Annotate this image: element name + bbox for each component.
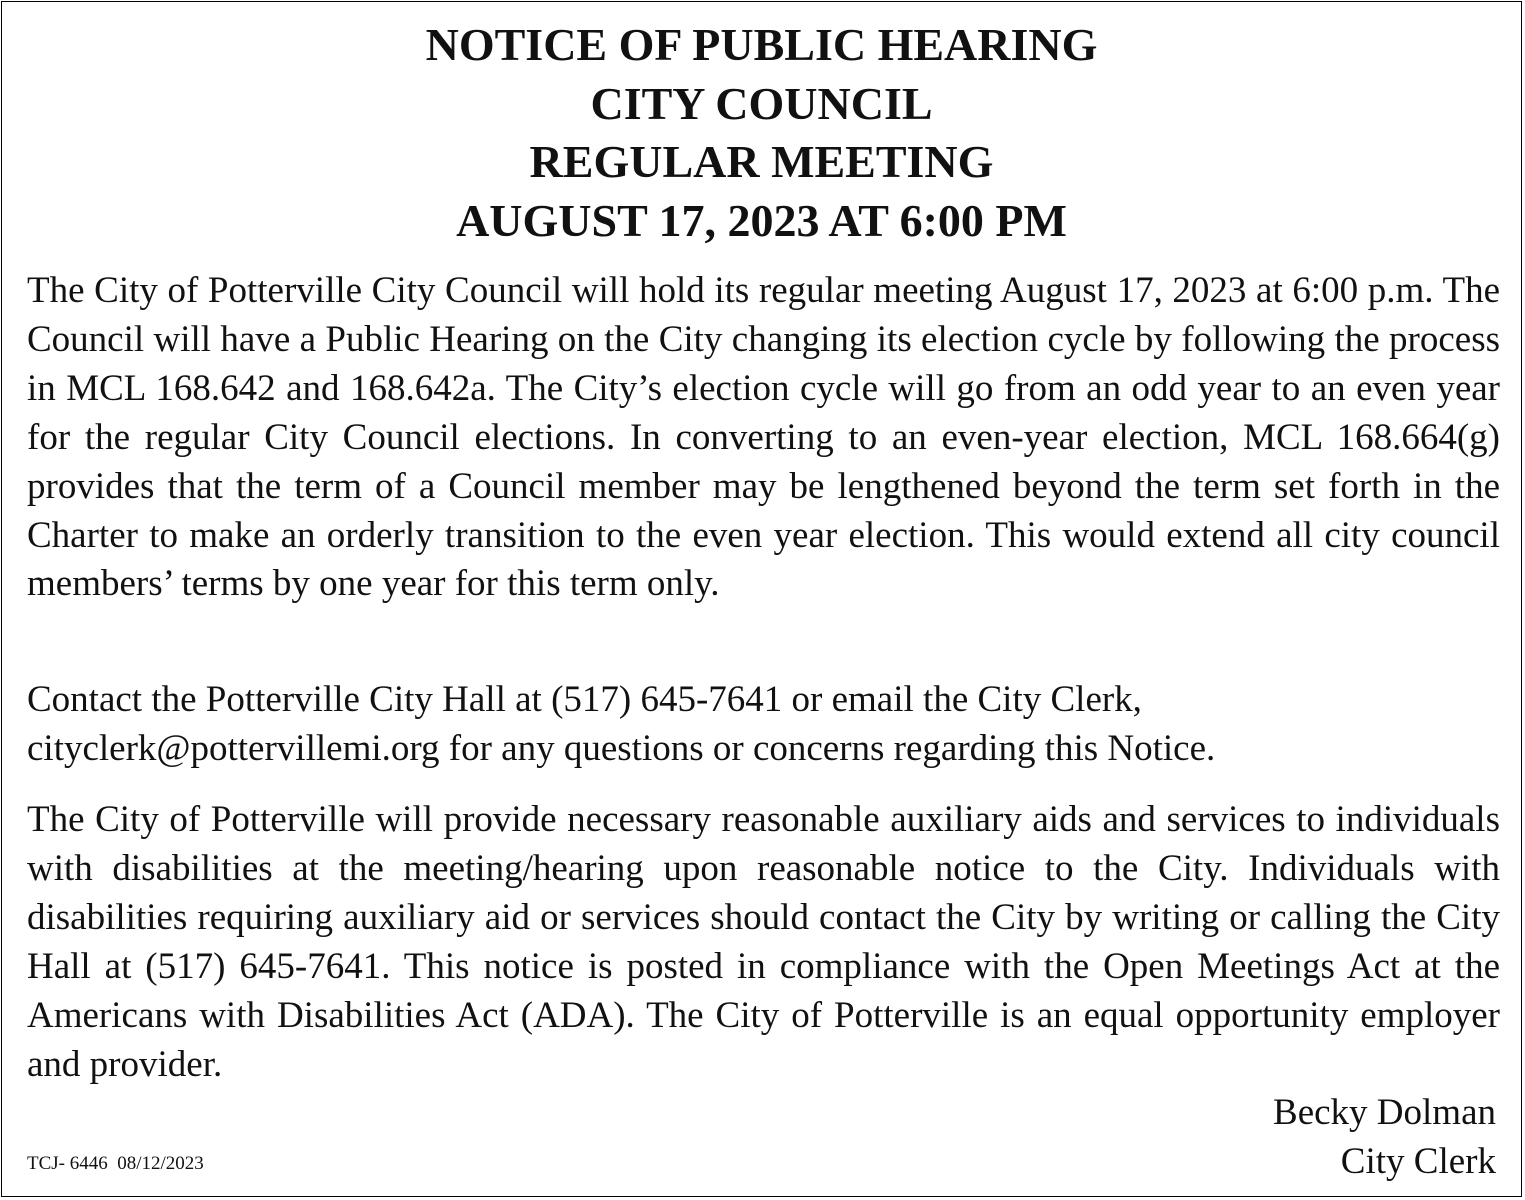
signer-name: Becky Dolman <box>1273 1092 1496 1133</box>
signer-title: City Clerk <box>1340 1141 1496 1182</box>
contact-line-phone: Contact the Potterville City Hall at (517) 645-7641 or email the City Clerk, <box>27 679 1142 720</box>
public-notice <box>1 1 1522 1197</box>
notice-heading <box>2 16 1521 250</box>
heading-line-date: AUGUST 17, 2023 AT 6:00 PM <box>456 194 1067 246</box>
heading-line-notice: NOTICE OF PUBLIC HEARING <box>425 19 1098 70</box>
heading-line-meeting: REGULAR MEETING <box>529 136 994 187</box>
meeting-paragraph: The City of Potterville City Council will hold its regular meeting August 17, 2023 at 6:00 p.m. The Council will have a Public Hearing on the City changing its election cycle by following the process in MCL 168.642 and 168.642a. The City’s election cycle will go from an odd year to an even year for the regular City Council elections. In converting to an even-year election, MCL 168.664(g) provides that the term of a Council member may be lengthened beyond the term set forth in the Charter to make an orderly transition to the even year election. This would extend all city council members’ terms by one year for this term only. <box>27 270 1500 605</box>
contact-line-email: cityclerk@pottervillemi.org for any questions or concerns regarding this Notice. <box>27 727 1216 769</box>
contact-paragraph <box>27 676 1500 774</box>
accessibility-paragraph: The City of Potterville will provide necessary reasonable auxiliary aids and services to individuals with disabilities at the meeting/hearing upon reasonable notice to the City. Individuals with disabilities requiring auxiliary aid or services should contact the City by writing or calling the City Hall at (517) 645-7641. This notice is posted in compliance with the Open Meetings Act at the Americans with Disabilities Act (ADA). The City of Potterville is an equal opportunity employer and provider. <box>27 799 1500 1085</box>
publication-reference: TCJ- 6446 08/12/2023 <box>27 1153 204 1174</box>
signature-block <box>1273 1088 1496 1186</box>
heading-line-council: CITY COUNCIL <box>590 77 933 129</box>
